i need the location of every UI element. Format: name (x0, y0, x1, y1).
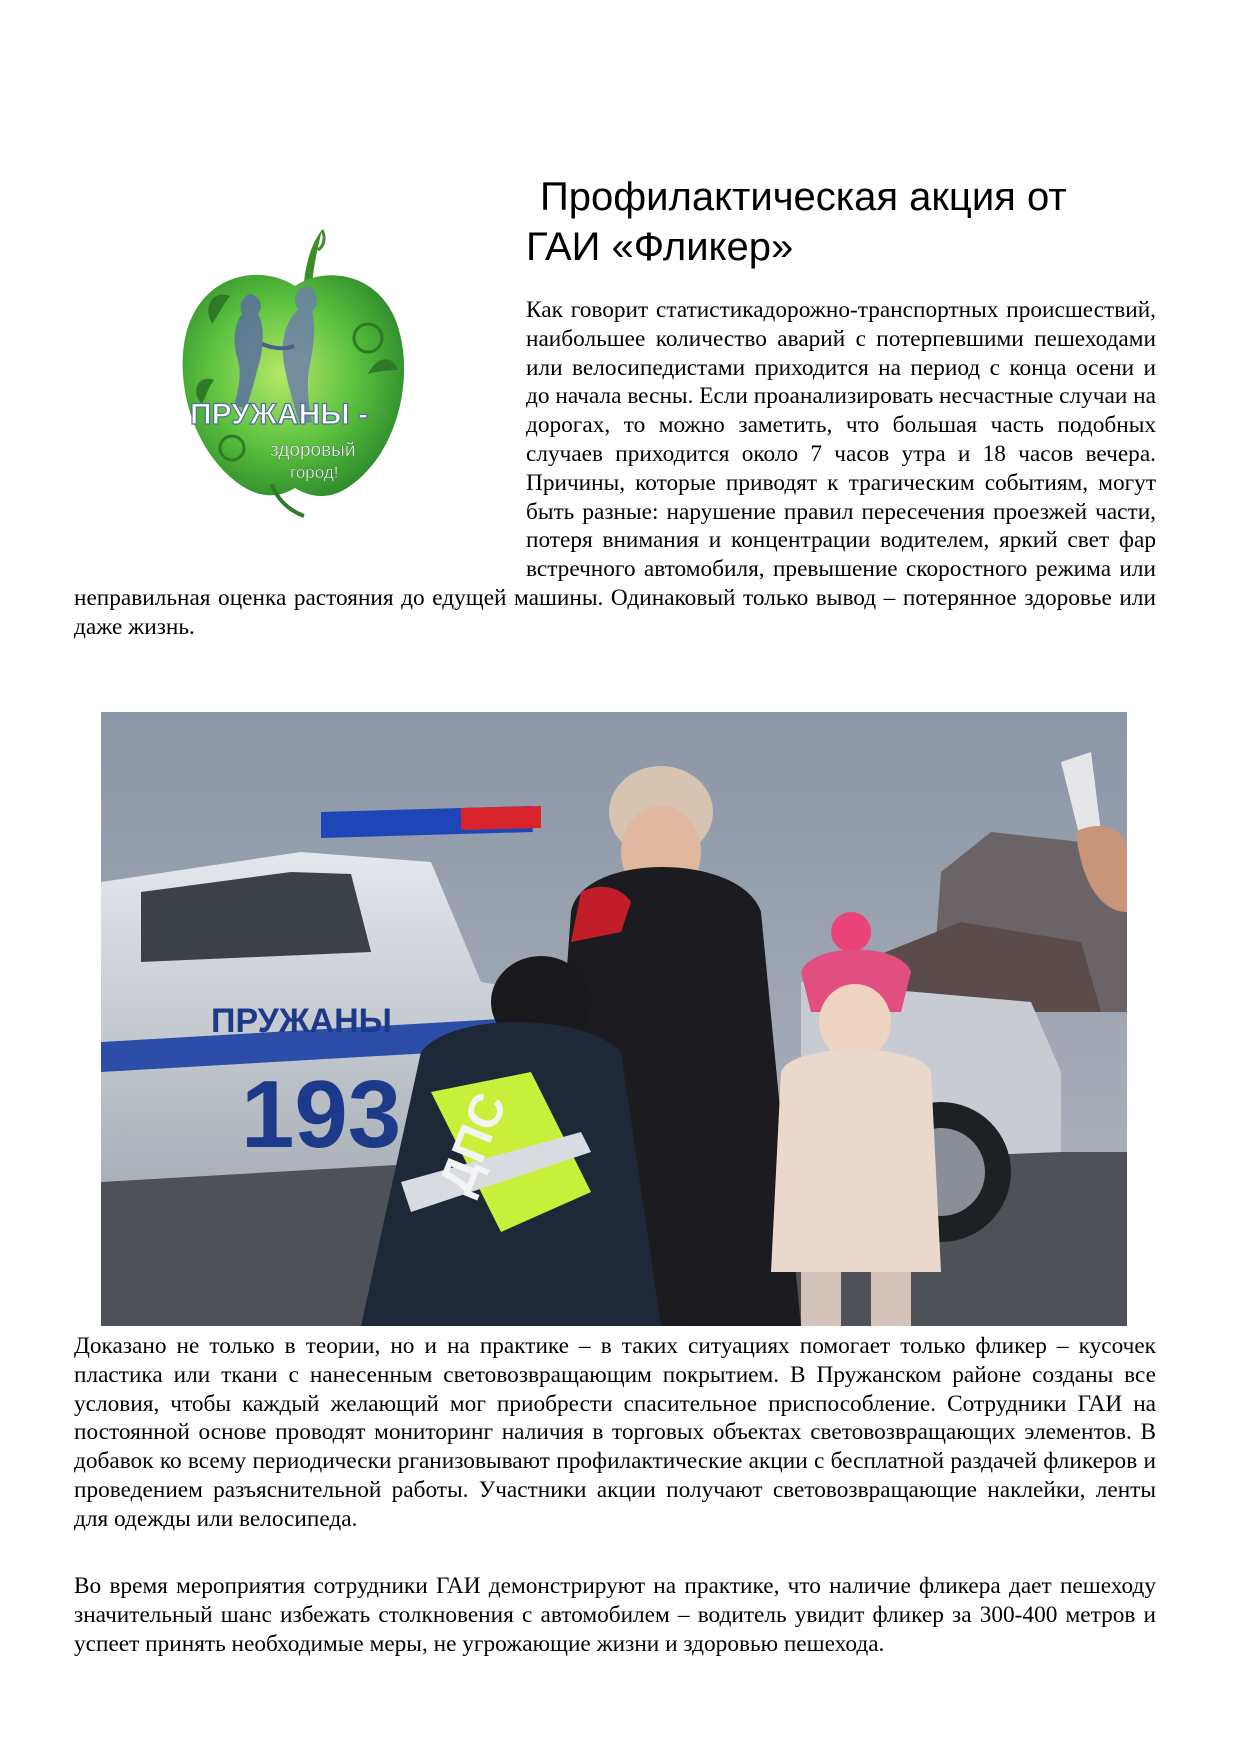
paragraph-3: Во время мероприятия сотрудники ГАИ демонстрируют на практике, что наличие фликера дает пешеходу значительный шанс избежать столкновения с автомобилем – водитель увидит фликер за 300-400 метров и успеет принять необходимые меры, не угрожающие жизни и здоровью пешехода. (74, 1573, 1156, 1657)
vest-text: ДПС (429, 1085, 518, 1202)
logo-line-1: ПРУЖАНЫ - (190, 398, 368, 431)
logo-line-2: здоровый (270, 440, 356, 461)
car-text: ПРУЖАНЫ (211, 1002, 392, 1040)
paragraph-1-wrapper (74, 296, 1156, 642)
car-number: 193 (241, 1061, 402, 1168)
article-title (526, 172, 1166, 272)
paragraph-2: Доказано не только в теории, но и на практике – в таких ситуациях помогает только фликер – кусочек пластика или ткани с нанесенным световозвращающим покрытием. В Пружанском районе созданы все условия, чтобы каждый желающий мог приобрести спасительное приспособление. Сотрудники ГАИ на постоянной основе проводят мониторинг наличия в торговых объектах световозвращающих элементов. В добавок ко всему периодически рганизовывают профилактические акции с бесплатной раздачей фликеров и проведением разъяснительной работы. Участники акции получают световозвращающие наклейки, ленты для одежды или велосипеда. (74, 1333, 1156, 1532)
title-line-1: Профилактическая акция от (540, 175, 1067, 219)
article-photo (101, 712, 1127, 1326)
logo-spacer (74, 296, 526, 566)
title-line-2: ГАИ «Фликер» (526, 225, 794, 269)
paragraph-1: Как говорит статистикадорожно-транспортных происшествий, наибольшее количество аварий с потерпевшими пешеходами или велосипедистами приходится на период с конца осени и до начала весны. Если проанализировать несчастные случаи на дорогах, то можно заметить, что большая часть подобных случаев приходится около 7 часов утра и 18 часов вечера. Причины, которые приводят к трагическим событиям, могут быть разные: нарушение правил пересечения проезжей части, потеря внимания и концентрации водителем, яркий свет фар встречного автомобиля, превышение скоростного режима или неправильная оценка растояния до едущей машины. Одинаковый только вывод – потерянное здоровье или даже жизнь. (74, 297, 1156, 640)
logo-line-3: город! (290, 463, 339, 482)
